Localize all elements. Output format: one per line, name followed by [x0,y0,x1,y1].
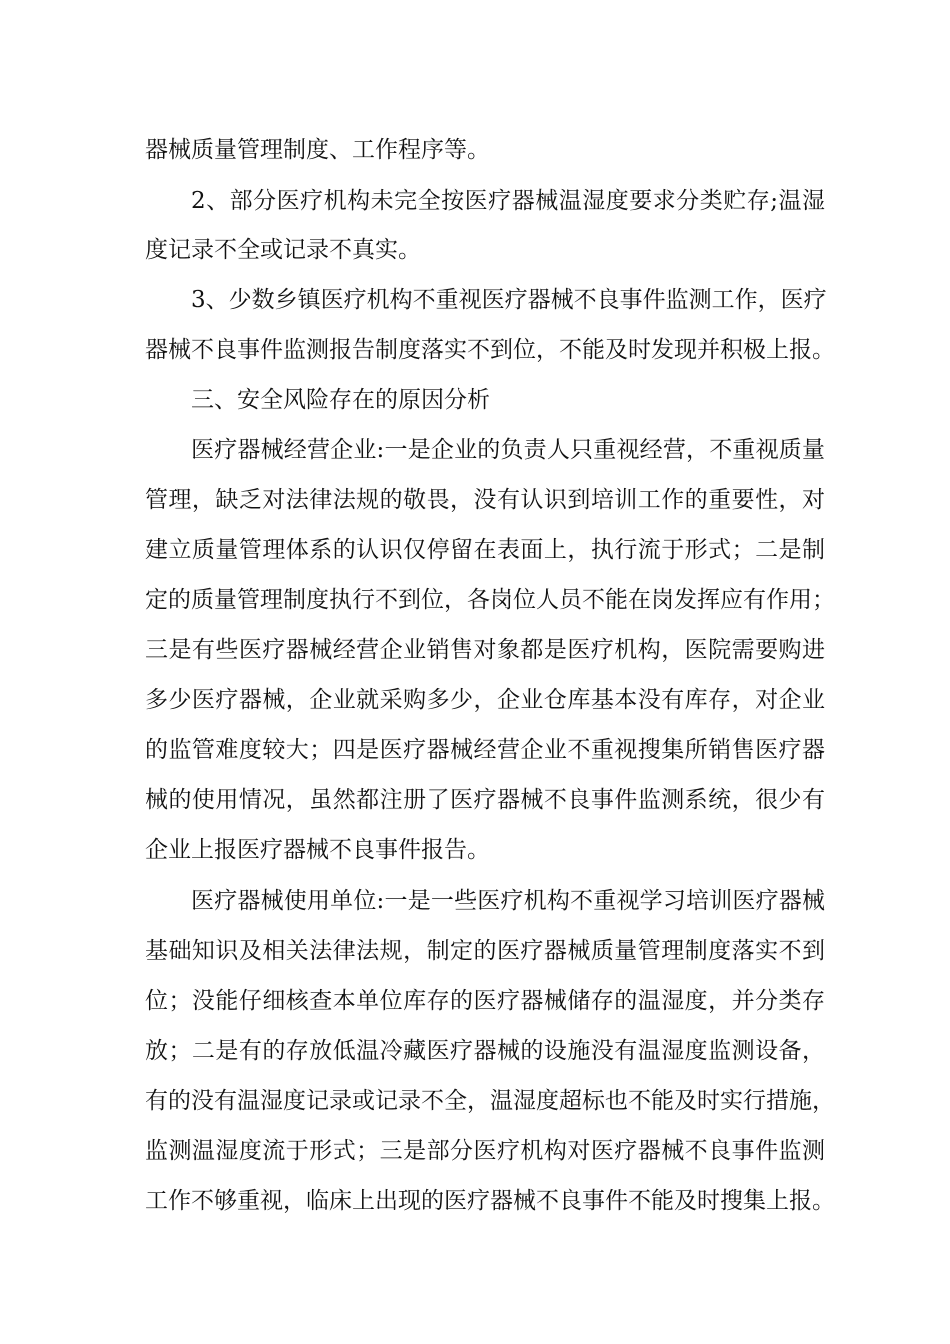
text-line: 3、少数乡镇医疗机构不重视医疗器械不良事件监测工作，医疗 [191,287,827,313]
text-line: 医疗器械经营企业:一是企业的负责人只重视经营，不重视质量 [191,437,825,463]
text-line: 企业上报医疗器械不良事件报告。 [145,837,490,863]
text-line: 三是有些医疗器械经营企业销售对象都是医疗机构，医院需要购进 [145,637,825,663]
text-line: 管理，缺乏对法律法规的敬畏，没有认识到培训工作的重要性，对 [145,487,825,513]
text-line: 度记录不全或记录不真实。 [145,237,421,263]
text-line: 定的质量管理制度执行不到位，各岗位人员不能在岗发挥应有作用； [145,587,835,613]
text-line: 位；没能仔细核查本单位库存的医疗器械储存的温湿度，并分类存 [145,988,825,1014]
text-line: 建立质量管理体系的认识仅停留在表面上，执行流于形式；二是制 [145,537,825,563]
text-line: 2、部分医疗机构未完全按医疗器械温湿度要求分类贮存;温湿 [191,188,825,214]
text-line: 工作不够重视，临床上出现的医疗器械不良事件不能及时搜集上报。 [145,1188,835,1214]
text-line: 基础知识及相关法律法规，制定的医疗器械质量管理制度落实不到 [145,938,825,964]
text-line: 器械不良事件监测报告制度落实不到位，不能及时发现并积极上报。 [145,337,835,363]
text-line: 械的使用情况，虽然都注册了医疗器械不良事件监测系统，很少有 [145,787,825,813]
text-line: 器械质量管理制度、工作程序等。 [145,137,490,163]
section-heading: 三、安全风险存在的原因分析 [191,387,490,413]
text-line: 的监管难度较大；四是医疗器械经营企业不重视搜集所销售医疗器 [145,737,825,763]
text-line: 有的没有温湿度记录或记录不全，温湿度超标也不能及时实行措施， [145,1088,835,1114]
text-line: 医疗器械使用单位:一是一些医疗机构不重视学习培训医疗器械 [191,888,825,914]
text-line: 监测温湿度流于形式；三是部分医疗机构对医疗器械不良事件监测 [145,1138,825,1164]
text-line: 多少医疗器械，企业就采购多少，企业仓库基本没有库存，对企业 [145,687,825,713]
text-line: 放；二是有的存放低温冷藏医疗器械的设施没有温湿度监测设备， [145,1038,825,1064]
